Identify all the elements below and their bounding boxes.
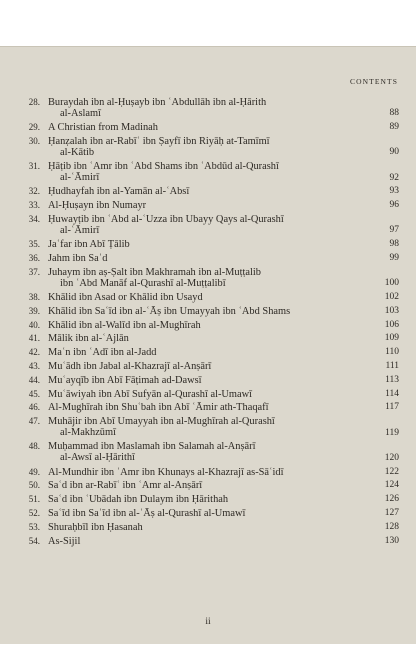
entry-title [48, 292, 368, 303]
entry-number: 42. [28, 347, 40, 358]
entry-title-line: Muʿayqīb ibn Abī Fāṭimah ad-Dawsī [48, 374, 202, 386]
entry-page-number: 88 [389, 108, 399, 119]
entry-title-line: Muʿādh ibn Jabal al-Khazrajī al-Anṣārī [48, 361, 212, 372]
entry-title [48, 389, 368, 400]
entry-number: 44. [28, 374, 40, 385]
entry-number: 43. [28, 361, 40, 371]
entry-title [48, 122, 368, 133]
entry-page-number: 102 [384, 292, 399, 302]
entry-number: 34. [28, 214, 40, 224]
entry-title [48, 467, 368, 478]
entry-title-line: As-Sijil [48, 535, 81, 547]
entry-number: 38. [28, 292, 40, 302]
entry-number: 49. [28, 466, 40, 477]
entry-number: 32. [28, 186, 40, 197]
entry-page-number: 111 [385, 361, 399, 371]
entry-title [48, 522, 368, 533]
entry-title [48, 416, 368, 438]
entry-page-number: 90 [389, 147, 399, 158]
entry-number: 30. [28, 136, 40, 146]
entry-page-number: 124 [384, 480, 399, 491]
page-number: ii [205, 617, 211, 627]
entry-number: 41. [28, 333, 40, 344]
entry-title-line: Juhaym ibn aṣ-Ṣalt ibn Makhramah ibn al-Muṭṭalib [48, 266, 261, 278]
entry-title-line: Jahm ibn Saʿd [48, 253, 108, 264]
entry-number: 33. [28, 200, 40, 211]
entry-title-line: Khālid ibn al-Walīd ibn al-Mughīrah [48, 319, 201, 331]
entry-title-line: Muḥammad ibn Maslamah ibn Salamah al-Anṣārī [48, 441, 256, 453]
top-margin [0, 0, 416, 46]
entry-title-line: Al-Mughīrah ibn Shuʿbah ibn Abī ʿĀmir ath-Thaqafī [48, 402, 269, 414]
entry-title-line: Ḥanẓalah ibn ar-Rabīʿ ibn Ṣayfī ibn Riyāḥ at-Tamīmī [48, 136, 270, 147]
entry-page-number: 113 [385, 374, 399, 385]
entry-page-number: 126 [384, 494, 399, 505]
entry-title-line: Saʿīd ibn Saʿīd ibn al-ʿĀṣ al-Qurashī al-Umawī [48, 508, 246, 519]
entry-title [48, 494, 368, 505]
entry-number: 28. [28, 97, 40, 107]
entry-page-number: 106 [384, 319, 399, 330]
entry-number: 39. [28, 305, 40, 316]
entry-number: 36. [28, 253, 40, 263]
entry-title-line: Maʿn ibn ʿAdī ibn al-Jadd [48, 347, 157, 359]
entry-title [48, 480, 368, 491]
entry-title-continuation: al-Aslamī [60, 108, 101, 119]
entry-page-number: 120 [384, 452, 399, 463]
entry-title [48, 306, 368, 317]
entry-page-number: 122 [384, 466, 399, 477]
entry-title-line: Khālid ibn Asad or Khālid ibn Usayd [48, 292, 203, 303]
entry-number: 31. [28, 161, 40, 172]
entry-title [48, 136, 368, 158]
entry-title-line: Muʿāwiyah ibn Abī Sufyān al-Qurashī al-Umawī [48, 388, 253, 400]
entry-title-line: Buraydah ibn al-Ḥuṣayb ibn ʿAbdullāh ibn al-Ḥārith [48, 97, 267, 108]
entry-title [48, 361, 368, 372]
entry-page-number: 92 [389, 172, 399, 183]
entry-title-line: Muhājir ibn Abī Umayyah ibn al-Mughīrah al-Qurashī [48, 416, 275, 428]
entry-title-line: Ḥāṭib ibn ʿAmr ibn ʿAbd Shams ibn ʿAbdūd al-Qurashī [48, 161, 279, 173]
entry-number: 46. [28, 402, 40, 413]
entry-title-line: Mālik ibn al-ʿAjlān [48, 333, 129, 345]
entry-page-number: 130 [384, 535, 399, 546]
entry-number: 37. [28, 266, 40, 277]
entry-title [48, 239, 368, 250]
entry-title [48, 320, 368, 331]
entry-number: 48. [28, 441, 40, 452]
entry-page-number: 96 [389, 200, 399, 211]
entry-title-line: Jaʿfar ibn Abī Ṭālib [48, 239, 130, 251]
entry-title [48, 441, 368, 463]
entry-title-line: A Christian from Madinah [48, 122, 158, 134]
entry-title [48, 214, 368, 236]
entry-title [48, 536, 368, 547]
entry-title-continuation: al-ʿĀmirī [60, 172, 100, 184]
entry-page-number: 127 [384, 508, 399, 518]
entry-number: 40. [28, 319, 40, 330]
entry-number: 53. [28, 521, 40, 532]
entry-title [48, 97, 368, 119]
entry-page-number: 119 [385, 427, 399, 438]
entry-title [48, 375, 368, 386]
entry-title [48, 253, 368, 264]
entry-number: 50. [28, 480, 40, 491]
entry-title-line: Saʿd ibn ʿUbādah ibn Dulaym ibn Ḥārithah [48, 494, 229, 506]
entry-title-continuation: al-Awsī al-Ḥārithī [60, 452, 135, 464]
entry-title [48, 161, 368, 183]
entry-number: 45. [28, 388, 40, 399]
entry-number: 29. [28, 122, 40, 133]
entry-title [48, 186, 368, 197]
entry-title-continuation: ibn ʿAbd Manāf al-Qurashī al-Muṭṭalibī [60, 277, 226, 289]
entry-page-number: 89 [389, 122, 399, 133]
book-page [0, 46, 416, 644]
entry-title-line: Saʿd ibn ar-Rabīʿ ibn ʿAmr al-Anṣārī [48, 480, 203, 492]
entry-title-line: Shuraḥbīl ibn Ḥasanah [48, 521, 143, 533]
entry-title-line: Ḥuwayṭib ibn ʿAbd al-ʿUzza ibn Ubayy Qays al-Qurashī [48, 214, 284, 225]
entry-page-number: 109 [384, 333, 399, 344]
entry-title-line: Khālid ibn Saʿīd ibn al-ʿĀṣ ibn Umayyah ibn ʿAbd Shams [48, 305, 291, 317]
entry-number: 54. [28, 535, 40, 546]
entry-page-number: 97 [389, 225, 399, 236]
entry-title [48, 200, 368, 211]
entry-number: 52. [28, 508, 40, 518]
entry-page-number: 128 [384, 521, 399, 532]
entry-title-line: Al-Mundhir ibn ʿAmr ibn Khunays al-Khazrajī as-Sāʿidī [48, 466, 284, 478]
entry-title [48, 333, 368, 344]
entry-number: 47. [28, 416, 40, 427]
entry-title-continuation: al-ʿĀmirī [60, 225, 100, 236]
entry-title [48, 267, 368, 289]
entry-title-line: Ḥudhayfah ibn al-Yamān al-ʿAbsī [48, 186, 190, 198]
entry-page-number: 98 [389, 239, 399, 250]
entry-page-number: 103 [384, 305, 399, 316]
entry-page-number: 110 [385, 347, 399, 358]
entry-page-number: 117 [385, 402, 399, 413]
entry-title-line: Al-Ḥuṣayn ibn Numayr [48, 200, 147, 212]
bottom-margin [0, 644, 416, 666]
entry-title-continuation: al-Makhzūmī [60, 427, 116, 439]
running-head: CONTENTS [350, 77, 398, 86]
entry-number: 35. [28, 239, 40, 250]
entry-title [48, 508, 368, 519]
entry-page-number: 114 [385, 388, 399, 399]
entry-number: 51. [28, 494, 40, 505]
entry-title [48, 402, 368, 413]
entry-page-number: 100 [384, 278, 399, 289]
entry-page-number: 99 [389, 253, 399, 263]
entry-page-number: 93 [389, 186, 399, 197]
entry-title [48, 347, 368, 358]
entry-title-continuation: al-Kātib [60, 147, 95, 158]
